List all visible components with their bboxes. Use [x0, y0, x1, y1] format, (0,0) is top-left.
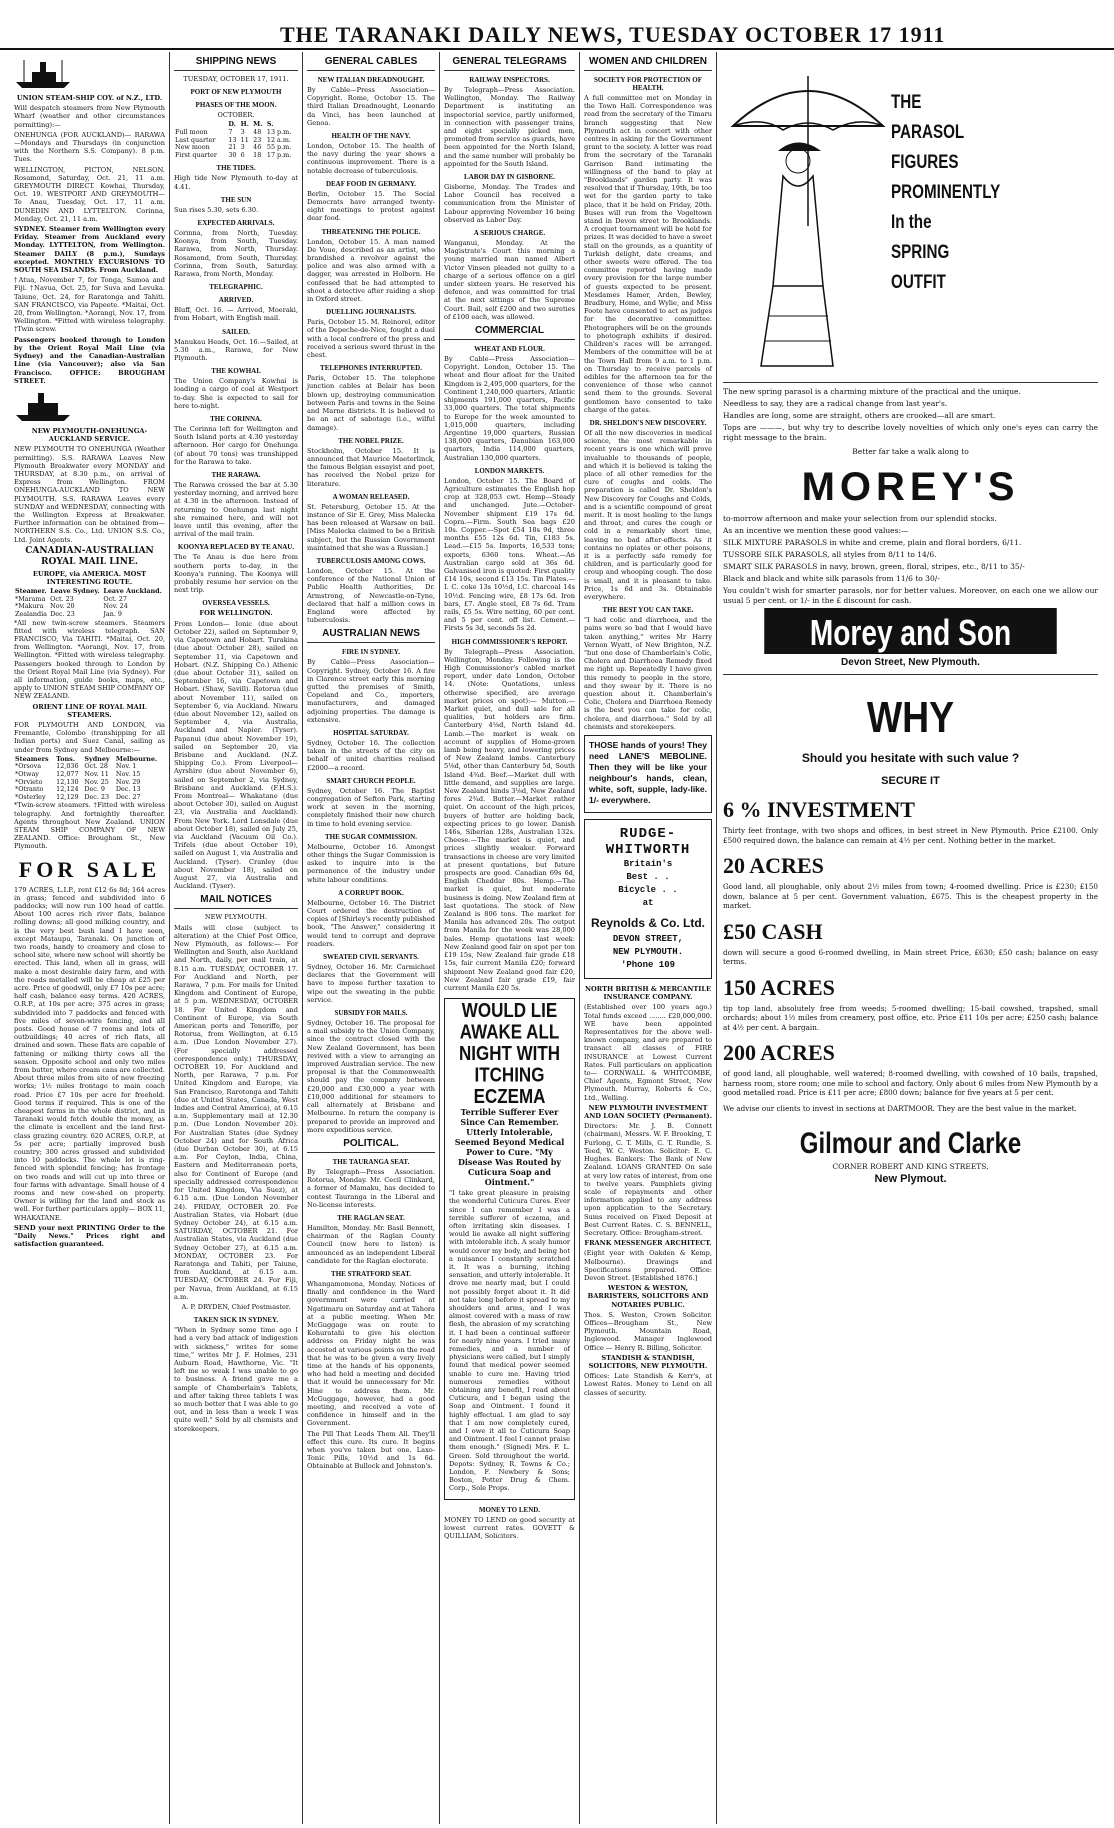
- orient-body: FOR PLYMOUTH AND LONDON, via Fremantle, Colombo (transhipping for all Indian ports) and Suez Canal, sailing as under from Sydney and Melbourne:—: [14, 720, 165, 754]
- parasol-headline: [891, 88, 1000, 298]
- ss-heading: STANDISH & STANDISH, SOLICITORS, NEW PLYMOUTH.: [588, 1353, 708, 1370]
- fire-text: By Cable—Press Association—Copyright. Sydney, October 16. A fire in Clarence street early this morning gutted the premises of Smith, Copeland and Co., importers, manufacturers, and damaged adjoining properties. The damage is extensive.: [307, 658, 435, 724]
- parasol-p4: Tops are ———, but why try to describe lovely novelties of which only one's eyes can carry the right message to the brain.: [723, 423, 1098, 442]
- hc-heading: HIGH COMMISSIONER'S REPORT.: [451, 637, 568, 646]
- sydney-text: SYDNEY. Steamer from Wellington every Friday. Steamer from Auckland every Monday. LYTTELTON, from Wellington. Steamer DAILY (8 p.m.), Sundays excepted. MONTHLY EXCURSIONS TO SOUTH SEA ISLANDS. From Auckland.: [14, 225, 165, 275]
- best-heading: THE BEST YOU CAN TAKE.: [602, 606, 694, 615]
- column-shipping-news: [170, 52, 303, 1824]
- table-cell: *Otway: [15, 769, 39, 778]
- table-row: [174, 152, 298, 160]
- table-cell: 23: [253, 135, 262, 144]
- kowhai-text: The Union Company's Kowhai is loading a cargo of coal at Westport to-day. She is expected to sail for here to-night.: [174, 377, 298, 410]
- dread-text: By Cable—Press Association—Copyright. Rome, October 15. The third Italian Dreadnought, Leonardo da Vinci, has been launched at Genoa.: [307, 86, 435, 127]
- advise-text: We advise our clients to invest in sections at DARTMOOR. They are the best value in the market.: [723, 1103, 1077, 1113]
- table-cell: Last quarter: [175, 135, 216, 144]
- parasol-ad: [723, 52, 1098, 383]
- parasol-p2: Needless to say, they are a radical change from last year's.: [723, 399, 948, 408]
- ss-text: Offices: Late Standish & Kerr's, at Lowest Rates. Money to Lend on all classes of security.: [584, 1372, 712, 1397]
- wheat-text: By Cable—Press Association—Copyright. London, October 15. The wheat and flour afloat for the United Kingdom is 2,495,000 quarters, for the Continent 1,240,000 quarters, Atlantic shipments 191,000 quarters, Pacific 33,000 quarters. The total shipments to Europe for the week amounted to 1,015,000 quarters, including Argentine 19,000 quarters, Russian 138,000 quarters, Danubian 163,000 quarters, India 114,000 quarters, Australian 130,000 quarters.: [444, 355, 575, 462]
- rw-line6: at: [642, 898, 654, 909]
- table-cell: Nov. 29: [115, 777, 141, 786]
- table-cell: Dec. 13: [115, 785, 141, 794]
- canadian-note: *All new twin-screw steamers. Steamers fitted with wireless telegraph. SAN FRANCISCO, Via TAHITI. *Maitai, Oct. 20, from Wellington. *Aorangi, Nov. 17, from Wellington. *Fitted with wireless telegraphy. Passengers booked through to London by the Orient Royal Mail Line (via Sydney). For all information, guide books, maps, etc., apply to UNION STEAM SHIP COMPANY OF NEW ZEALAND.: [14, 618, 165, 701]
- mail-text: Mails will close (subject to alteration) at the Chief Post Office, New Plymouth, as follows:— For Wellington and South, also Auckland and North, daily, per mail train, at 8.15 a.m. TUESDAY, OCTOBER 17. For Auckland and North, per Rarawa, 7 p.m. For mails for United Kingdom and Continent of Europe, at 5 p.m. WEDNESDAY, OCTOBER 18. For United Kingdom and Continent of Europe, via South American ports and Teneriffe, per Rotorua, from Wellington, at 6.15 a.m. (Due London November 27). (For specially addressed correspondence only.) THURSDAY, OCTOBER 19. For Auckland and North, per Rarawa, 7 p.m. For United Kingdom and Europe, via San Francisco, Rarotonga and Tahiti (due at United States, Canada, West Indies and Central America), at 6.15 a.m. Supplementary mail at 12.30 p.m. (Due London November 20). For Australian States (due Sydney October 24) and for South Africa (due Durban October 30), at 6.15 a.m. For Ceylon, India, China, Eastern and Mediterranean ports, also for Continent of Europe (and specially addressed correspondence for United Kingdom, Via Suez), at 6.15 a.m. (Due London November 24). FRIDAY, OCTOBER 20. For Australian States, via Hobart (due Sydney October 24), at 6.15 a.m. SATURDAY, OCTOBER 21. For Australian States, via Auckland (due Sydney October 27), at 6.15 a.m. MONDAY, OCTOBER 23. For Raratonga and Tahiti, per Taiune, from Auckland, at 6.15 a.m. TUESDAY, OCTOBER 24. For Fiji, per Navua, from Auckland, at 6.15 a.m.: [174, 923, 298, 1301]
- table-cell: 11: [240, 135, 249, 144]
- orient-table: [14, 756, 165, 802]
- wheat-heading: WHEAT AND FLOUR.: [474, 345, 545, 354]
- for-sale-body: 179 ACRES, L.I.P., rent £12 6s 8d; 164 acres in grass; fenced and subdivided into 6 paddocks; will now run 100 head of cattle. About 100 acres rich river flats, balance rolling downs; all good milking country, and is the very best bush land I have seen, except Mataupu, Taranaki. On junction of two roads, handy to creamery and close to school site, where new school will shortly be erected. This land, when all in grass, will make a most desirable dairy farm, and with the roads metalled will be cheap at £25 per acre. Price of goodwill, only £7 10s per acre; half cash, balance easy terms. 420 ACRES, O.R.P., at 10s per acre; 375 acres in grass; subdivided into 7 paddocks and fenced with five miles of seven-wire fencing, and all posts. Good house of 7 rooms and lots of outbuildings; 40 acres of rich flats, all drained and sown. These flats are capable of fattening or milking thirty cows all the season. Opposite school and only two miles from butter, where cream cans are collected. About three miles from site of new freezing works; 1½ miles frontage to main coach road. Price £7 10s per acre for freehold. Good terms if required. This is one of the cheapest farms in the whole district, and in Taranaki would fetch double the money, as the climate is excellent and the land first-class grazing country. 620 ACRES, O.R.P., at 5s per acre; partially improved bush country; 300 acres grassed and subdivided into 10 paddocks. The whole lot is ring-fenced with splendid fencing; has frontage on two roads and will cut up into three or four farms with advantage. Small house of 4 rooms and new cow-shed on property. Owner is willing for the land and stock as well. For further particulars apply— BOX 11, WHAKATANE.: [14, 885, 165, 1222]
- parasol-p7: As an incentive we mention these good values:—: [723, 526, 909, 535]
- dr-heading: DR. SHELDON'S NEW DISCOVERY.: [589, 418, 707, 427]
- mail-notices-heading: MAIL NOTICES: [174, 894, 298, 909]
- two-hundred-acres-text: of good land, all ploughable, well watered; 8-roomed dwelling, with cowshed of 10 bails, trapshed, harness room, store room; one mile to school and factory. Only about 6 miles from New Plymouth by a good metalled road. Price is £11 per acre; £800 down; balance for five years at 5 per cent.: [723, 1069, 1098, 1097]
- rw-line3: Britain's: [623, 859, 673, 870]
- table-cell: 7: [228, 128, 233, 136]
- table-cell: *Orsova: [15, 762, 42, 771]
- kowhai-heading: THE KOWHAI.: [211, 367, 261, 376]
- lanes-text: THOSE hands of yours! They need LANE'S MEBOLINE. Then they will be like your neighbour's hands, clean, white, soft, supple, lady-like. 1/- everywhere.: [589, 740, 707, 806]
- parasol-line2: PARASOL: [891, 122, 965, 143]
- table-cell: 12,130: [56, 777, 79, 786]
- table-cell: 12,036: [56, 762, 79, 771]
- port-heading: PORT OF NEW PLYMOUTH: [190, 88, 282, 97]
- general-telegrams-heading: GENERAL TELEGRAMS: [444, 56, 575, 71]
- pill-text: The Pill That Leads Them All. They'll effect this cure. Its cure. It begins when you've taken but one. Laxo-Tonic Pills, 10½d and 1s 6d. Obtainable at Bullock and Johnston's.: [307, 1429, 435, 1471]
- rarawa-heading: THE RARAWA.: [211, 471, 261, 480]
- rw-line2: WHITWORTH: [605, 842, 691, 859]
- fm-heading: FRANK MESSENGER ARCHITECT.: [584, 1239, 712, 1248]
- moon-month: OCTOBER.: [217, 111, 255, 120]
- table-row: [14, 794, 165, 802]
- parasol-line6: SPRING: [891, 242, 950, 263]
- table-cell: M.: [253, 120, 263, 129]
- table-cell: 12 a.m.: [266, 135, 291, 144]
- rudge-whitworth-ad: [584, 819, 712, 979]
- table-cell: 3: [240, 143, 245, 152]
- deaf-text: Berlin, October 15. The Social Democrats have arranged twenty-eight meetings to protest against dear food.: [307, 189, 435, 223]
- parasol-p6: to-morrow afternoon and make your selection from our splendid stocks.: [723, 514, 997, 523]
- table-cell: Sydney: [84, 754, 110, 763]
- london-markets-text: London, October 15. The Board of Agriculture estimates the English hop crop at 328,053 cwt. Hemp—Steady and unchanged. Jute.—October-November shipment £19 17s 6d. Copra.—Firm. South Sea bags £20 10s. Copper.—Spot £54 18s 9d, three months £55 12s 6d. Tin, £183 5s. Lead.—£15 5s. Imports, 16,533 tons; exports, 6360 tons. Wheat.—An Australian cargo sold at 36s 6d. Galvanised iron is quoted: First quality £14 10s, second £13 15s. Tin Plates.—I. C. coke 13s 10½d, I.C. charcoal 14s 10½d. Fencing wire, £8 17s 6d. Iron bars, £7. Angle steel, £8 7s 6d. Tram rails, £5 5s. Wire netting, 60 per cent. and 5 per cent. off list. Cement.—Firsts 5s 3d, seconds 5s 2d.: [444, 476, 575, 633]
- navy-heading: HEALTH OF THE NAVY.: [331, 132, 411, 141]
- table-cell: Melbourne.: [115, 754, 158, 763]
- raglan-text: Hamilton, Monday. Mr. Basil Bennett, chairman of the Raglan County Council (now here to listen) is announced as an independent Liberal candidate for the Raglan electorate.: [307, 1223, 435, 1265]
- dr-text: Of all the new discoveries in medical science, the most remarkable in recent years is one which will prove invaluable to thousands of people, and which it is believed is taking the place of all other remedies for the cure of coughs and colds. The preparation is called Dr. Sheldon's New Discovery for Coughs and Colds, and is a scientific compound of great merit. It is most healing to the lungs and throat, and cures the cough or cold in a remarkably short time, leaving no bad after-effects. As it contains no opiates or other poisons, it is a perfectly safe remedy for children, and is particularly good for croup and whooping cough. The dose is small, and it is pleasant to take. Price, 1s 6d and 3s. Obtainable everywhere.: [584, 428, 712, 601]
- orient-note: *Twin-screw steamers. †Fitted with wireless telegraphy. And fortnightly thereafter. Agents throughout New Zealand. UNION STEAM SHIP COMPANY OF NEW ZEALAND. Office: Brougham St., New Plymouth.: [14, 801, 165, 851]
- column-women-children: [580, 52, 717, 1824]
- rw-line8: DEVON STREET,: [612, 934, 684, 945]
- subsidy-heading: SUBSIDY FOR MAILS.: [334, 1009, 408, 1018]
- table-cell: 12,124: [56, 785, 79, 794]
- rail-heading: RAILWAY INSPECTORS.: [469, 76, 550, 84]
- money-heading: MONEY TO LEND.: [478, 1505, 541, 1514]
- columns: [10, 52, 1104, 1824]
- masthead: [0, 18, 1114, 50]
- table-cell: Dec. 9: [84, 785, 105, 794]
- hundred-fifty-acres-text: tip top land, absolutely free from weeds; 5-roomed dwelling; 15-bail cowshed, trapshed, small orchards; about 1½ miles from creamery, post office, etc. Price £11 10s per acre; £250 cash; balance at 4½ per cent. A bargain.: [723, 1003, 1098, 1032]
- political-heading: POLITICAL.: [307, 1138, 435, 1153]
- expected-text: Corinna, from North, Tuesday. Koonya, from South, Tuesday. Rarawa, from North, Thursday. Rosamond, from South, Thursday. Corinna, from South, Saturday. Rarawa, from North, Monday.: [174, 228, 298, 278]
- canadian-heading: CANADIAN-AUSTRALIAN ROYAL MAIL LINE.: [25, 545, 154, 567]
- printing-footer: SEND your next PRINTING Order to the "Daily News." Prices right and satisfaction guaranteed.: [14, 1223, 165, 1249]
- koonya-text: The Te Anau is due here from southern ports to-day, in the Koonya's running. The Koonya will probably resume her service on the next trip.: [174, 553, 298, 595]
- gilmour-clarke-city: New Plymout.: [874, 1173, 947, 1186]
- investment-text: Thirty feet frontage, with two shops and offices, in best street in New Plymouth. Price £2100. Only £500 required down, the balance can remain at 4½ per cent. Nothing better in the market.: [723, 826, 1098, 845]
- moon-table: [174, 121, 298, 159]
- wellington-text: WELLINGTON, PICTON, NELSON. Rosamond, Saturday, Oct. 21, 11 a.m. GREYMOUTH DIRECT. Kowhai, Thursday, Oct. 19. WESTPORT AND GREYMOUTH— Te Anau, Tuesday, Oct. 17, 11 a.m. DUNEDIN AND LYTTELTON. Corinna, Monday, Oct. 21, 11 a.m.: [14, 165, 165, 223]
- police-text: London, October 15. A man named De Voue, described as an artist, who brandished a revolver against the police and was also armed with a dagger, was arrested in Holborn. He confessed that he had attempted to shoot a detective after raiding a shop in Oxford street.: [307, 237, 435, 304]
- parasol-lady-illustration: [723, 56, 893, 376]
- sick-heading: TAKEN SICK IN SYDNEY.: [193, 1316, 279, 1325]
- table-cell: First quarter: [175, 150, 217, 159]
- woman-heading: A WOMAN RELEASED.: [332, 492, 410, 501]
- cuticura-sub: Terrible Sufferer Ever Since Can Remember. Utterly Intolerable, Seemed Beyond Medical Power to Cure. "My Disease Was Routed by Cuticura Soap and Ointment.": [454, 1107, 565, 1188]
- table-cell: Dec. 23: [50, 609, 75, 618]
- table-cell: H.: [240, 120, 249, 129]
- table-cell: Jan. 9: [103, 609, 122, 618]
- canadian-body: EUROPE, via AMERICA. MOST INTERESTING ROUTE.: [32, 569, 147, 586]
- table-cell: *Otranto: [15, 785, 44, 794]
- australian-news-heading: AUSTRALIAN NEWS: [307, 628, 435, 643]
- fire-heading: FIRE IN SYDNEY.: [342, 648, 400, 657]
- nobel-text: Stockholm, October 15. It is announced that Maurice Maeterlinck, the famous Belgian essayist and poet, has received the Nobel prize for literature.: [307, 446, 435, 488]
- parasol-p9: TUSSORE SILK PARASOLS, all styles from 8/11 to 14/6.: [723, 550, 937, 559]
- table-cell: New moon: [175, 143, 210, 152]
- table-cell: Tons.: [56, 754, 75, 763]
- women-children-heading: WOMEN AND CHILDREN: [584, 56, 712, 71]
- secure-it: SECURE IT: [881, 775, 940, 787]
- duel-heading: DUELLING JOURNALISTS.: [326, 308, 416, 317]
- onehunga-text: ONEHUNGA (FOR AUCKLAND)— RARAWA—Mondays and Thursdays (in conjunction with the Northern S.S. Company). 8 p.m. Tues.: [14, 130, 165, 164]
- table-cell: Dec. 27: [115, 792, 141, 801]
- parasol-line4: PROMINENTLY: [891, 182, 1001, 203]
- parasol-p5: Better far take a walk along to: [852, 447, 969, 456]
- corinna-heading: THE CORINNA.: [210, 415, 262, 424]
- commercial-heading: COMMERCIAL: [444, 325, 575, 340]
- ww-text: Thos. S. Weston, Crown Solicitor. Offices—Brougham St., New Plymouth. Mountain Road, Inglewood. Manager Inglewood Office — Henry R. Billing, Solicitor.: [584, 1310, 712, 1352]
- mail-place: NEW PLYMOUTH.: [204, 913, 268, 922]
- table-cell: Nov. 24: [103, 602, 128, 611]
- moreys-logo: MOREY'S: [801, 465, 1020, 509]
- shipping-date: TUESDAY, OCTOBER 17, 1911.: [183, 75, 289, 83]
- morey-son-banner: Morey and Son: [764, 608, 1057, 654]
- duel-text: Paris, October 15. M. Reinorel, editor of the Depeche-de-Nice, fought a duel with a local confrere of the press and received a serious sword thrust in the chest.: [307, 318, 435, 360]
- npi-text: Directors: Mr. J. B. Connett (chairman), Messrs. W. F. Brooking, T. Furlong, C. T. Mills, C. T. Rundle, S. Teed, W. C. Weston. Solicitor: E. C. Hughes. Bankers: The Bank of New Zealand. LOANS GRANTED On sale at very low rates of interest, from one to twelve years. Pamphlets giving scale of repayments and other information applied to any address upon application to the Secretary. Sums received on Fixed Deposit at Best Current Rates. C. S. BENNELL, Secretary. Office: Brougham-street.: [584, 1122, 712, 1237]
- table-cell: *Makura: [15, 602, 44, 611]
- canadian-table: [14, 588, 165, 618]
- rw-line5: Bicycle . .: [618, 885, 678, 896]
- phone-text: Paris, October 15. The telephone junction cables at Belair has been blown up, destroying communication between Paris and towns in the Seine and Marne districts. It is believed to be an act of sabotage (i.e., wilful damage).: [307, 374, 435, 432]
- overseas-heading: OVERSEA VESSELS.: [202, 599, 270, 608]
- morey-son-address: Devon Street, New Plymouth.: [723, 657, 1098, 675]
- column-shipping-ads: [10, 52, 170, 1824]
- table-cell: 21: [228, 143, 237, 152]
- corrupt-text: Melbourne, October 16. The District Court ordered the destruction of copies of [Shirley's recently published book, "The Answer," considering it would tend to corrupt and deprave readers.: [307, 898, 435, 948]
- fm-text: (Eight year with Oakden & Kemp, Melbourne). Drawings and Specifications prepared. Office: Devon Street. [Established 1876.]: [584, 1249, 712, 1282]
- soc-text: A full committee met on Monday in the Town Hall. Correspondence was read from the secretary of the Timaru branch suggesting that New Plymouth act in concert with other centres in asking for the Government grant to the society. A letter was read from the secretary of the Taranaki Garrison Band intimating the willingness of the band to play at "Brooklands" garden party. It was resolved that if Thursday, 19th, be too wet for the garden party to take place, that it be held on Friday, 20th. Buses will run from the Vogeltown stand in Devon street to Brooklands. A croquet tournament will be held for prizes. It was decided to have a sweet stall on the grounds, as a quantity of Turkish delight, date creams, and other sweets were offered. The tea committee reported having made every provision for the large number of guests expected to be present. Mesdames Hamer, Arden, Bewley, Bradbury, Home, and Wylie, and Miss Foote have consented to act as judges for the decorative committee. Photographers will be on the grounds to photograph exhibits if desired. Children's races will be arranged. Members of the committee will be at the Town Hall from 9 a.m. to 1 p.m. on Thursday to receive parcels of edibles for the afternoon tea for the convenience of those who cannot send them to the grounds. Several gentlemen have consented to take charge of the gates.: [584, 94, 712, 414]
- table-cell: 55 p.m.: [266, 143, 292, 152]
- tau-heading: THE TAURANGA SEAT.: [332, 1157, 410, 1166]
- parasol-p11: Black and black and white silk parasols from 11/6 to 30/-: [723, 574, 940, 583]
- telegraphic-heading: TELEGRAPHIC.: [209, 283, 263, 292]
- sailed-text: Manukau Heads, Oct. 16.—Sailed, at 5.30 a.m., Rarawa, for New Plymouth.: [174, 337, 298, 363]
- best-text: "I had colic and diarrhoea, and the pains were so bad that I would have taken anything," writes Mr Harry Vernon Wyatt, of New Brighton, N.Z. "but one dose of Chamberlain's Colic, Cholera and Diarrhoea Remedy fixed me right up. Repeatedly I have given this remedy to people in the store, and they swear by it. There is no question about it. Chamberlain's Colic, Cholera and Diarrhoea Remedy is the best you can take for colic, cholera, and diarrhoea." Sold by all chemists and storekeepers.: [584, 616, 712, 731]
- cuticura-ad: [444, 998, 575, 1500]
- parasol-p10: SMART SILK PARASOLS in navy, brown, green, floral, stripes, etc., 8/11 to 35/-: [723, 562, 1025, 571]
- table-cell: 13 p.m.: [266, 128, 292, 136]
- charge-heading: A SERIOUS CHARGE.: [473, 229, 546, 238]
- hundred-fifty-acres-heading: 150 ACRES: [723, 974, 835, 1000]
- overseas-text: From London— Ionic (due about October 22), sailed on September 9, via Capetown and Hobart. Turakina (due about October 28), sailed on September 11, via Capetown and Hobart. (N.Z. Shipping Co.) Athenic (due about October 31), sailed on September 16, via Capetown and Hobart. (Shaw, Savill). Rotorua (due about November 11), sailed on September 6, via Auckland. Niwaru (due about November 12), sailed on September 4, via Australia, Auckland and Napier. (Tyser). Papanui (due about November 19), sailed on September 20, via Brisbane and Auckland. (N.Z. Shipping Co.). From Liverpool— Ayrshire (due about November 6), sailed on September 2, via Sydney, Brisbane and Auckland. (F.H.S.). From Montreal— Whakatane (due about October 30), sailed on August 23, via Australia and Auckland). From New York. Lord Lonsdale (due about October 18), sailed on July 25, via Auckland (Vacuum Oil Co.). Trifels (due about October 19), sailed on August 1, via Australia and Auckland. (Tyser). Cranley (due about November 18), sailed on August 27, via Australia and Auckland. (Tyser).: [174, 619, 298, 891]
- lanes-ad: [584, 735, 712, 813]
- passengers-text: Passengers booked through to London by the Orient Royal Mail Line (via Sydney) and the Canadian-Australian Line (via Vancouver); also via San Francisco. OFFICE: BROUGHAM STREET.: [14, 335, 165, 385]
- parasol-line7: OUTFIT: [891, 272, 946, 293]
- table-cell: 13: [228, 135, 237, 144]
- soc-heading: SOCIETY FOR PROTECTION OF HEALTH.: [593, 76, 703, 92]
- shipping-news-heading: SHIPPING NEWS: [174, 56, 298, 71]
- strat-text: Whangamomona, Monday. Notices of finally and confidence in the Ward government were carried at Ngatimaru on Saturday and at Tahora at a public meeting. When Mr. McGuggage was on route to Kohuratahi to give his election address on Friday night he was accosted at various points on the road that he was to be given a very lively time at the hands of his opponents, who had held a meeting and decided that it would be unnecessary for Mr. Hine to address them. Mr. McGuggage, however, had a good meeting, and received a vote of confidence in himself and in the Government.: [307, 1279, 435, 1428]
- why-sub: Should you hesitate with such value ?: [801, 751, 1020, 765]
- parasol-p12: You couldn't wish for smarter parasols, nor for better values. Moreover, on each one we allow our usual 5 per cent. or 1/- in the £ discount for cash.: [723, 586, 1098, 605]
- parasol-line3: FIGURES: [891, 152, 959, 173]
- np-body: NEW PLYMOUTH TO ONEHUNGA (Weather permitting). S.S. RARAWA Leaves New Plymouth Breakwater every MONDAY and THURSDAY, at 8.30 p.m., on arrival of Express from Wellington. FROM ONEHUNGA-AUCKLAND TO NEW PLYMOUTH. S.S. RARAWA Leaves every SUNDAY and WEDNESDAY, connecting with the Wellington Express at Breakwater. Further information can be obtained from— NORTHERN S.S. Co., Ltd. UNION S.S. Co., Ltd. Joint Agents.: [14, 445, 165, 544]
- column-advertisements: [717, 52, 1104, 1824]
- navy-text: London, October 15. The health of the navy during the year shows a continuous improvement. There is a notable decrease of tuberculosis.: [307, 142, 435, 175]
- gilmour-clarke-heading: Gilmour and Clarke: [799, 1127, 1022, 1160]
- table-cell: *Osterley: [15, 792, 46, 801]
- table-cell: Oct. 28: [84, 762, 108, 771]
- tides-text: High tide New Plymouth to-day at 4.41.: [174, 174, 298, 191]
- tb-heading: TUBERCULOSIS AMONG COWS.: [316, 556, 426, 565]
- police-heading: THREATENING THE POLICE.: [321, 227, 421, 236]
- labor-text: Gisborne, Monday. The Trades and Labor Council has received a communication from the Minister of Labour approving November 16 being observed as Labor Day.: [444, 183, 575, 224]
- money-text: MONEY TO LEND on good security at lowest current rates. GOVETT & QUILLIAM, Solicitors.: [444, 1515, 575, 1541]
- rarawa-text: The Rarawa crossed the bar at 5.30 yesterday morning, and arrived here at 4.30 in the afternoon. Instead of returning to Onehunga last night she remained here, and will not leave until this evening, after the arrival of the mail train.: [174, 481, 298, 539]
- koonya-heading: KOONYA REPLACED BY TE ANAU.: [177, 543, 295, 552]
- smart-heading: SMART CHURCH PEOPLE.: [326, 776, 416, 785]
- arrived-text: Bluff, Oct. 16. — Arrived, Moeraki, from Hobart, with English mail.: [174, 306, 298, 323]
- overseas-sub: FOR WELLINGTON.: [199, 609, 273, 618]
- rw-line10: 'Phone 109: [620, 960, 675, 971]
- hosp-heading: HOSPITAL SATURDAY.: [333, 728, 409, 737]
- islands-text: †Atua, November 7, for Tonga, Samoa and Fiji. †Navua, Oct. 25, for Suva and Levuka. Taiune, Oct. 24, for Raratonga and Tahiti. SAN FRANCISCO, via Papeete. *Maitai, Oct. 20, from Wellington. *Aorangi, Nov. 17, from Wellington. *Fitted with wireless telegraphy. †Twin screw.: [14, 276, 165, 334]
- sweat-text: Sydney, October 16. Mr. Carmichael declares that the Government will have to impose further taxation to wipe out the sweating in the public service.: [307, 963, 435, 1004]
- arrived-heading: ARRIVED.: [218, 296, 254, 305]
- table-cell: 46: [253, 143, 262, 152]
- table-row: [14, 611, 165, 619]
- parasol-line5: In the: [891, 212, 932, 233]
- ww-heading: WESTON & WESTON, BARRISTERS, SOLICITORS AND NOTARIES PUBLIC.: [587, 1284, 709, 1309]
- parasol-p1: The new spring parasol is a charming mixture of the practical and the unique.: [723, 387, 1021, 396]
- parasol-line1: THE: [891, 92, 922, 113]
- corinna-text: The Corinna left for Wellington and South Island ports at 4.30 yesterday afternoon. Her cargo for Onehunga (of about 70 tons) was transhipped for the Rarawa to take.: [174, 425, 298, 466]
- sugar-text: Melbourne, October 16. Amongst other things the Sugar Commission is asked to inquire into is the permanence of the industry under white labour conditions.: [307, 842, 435, 884]
- nbm-heading: NORTH BRITISH & MERCANTILE INSURANCE COMPANY.: [584, 985, 712, 1002]
- london-markets-heading: LONDON MARKETS.: [474, 466, 545, 475]
- tides-heading: THE TIDES.: [216, 164, 256, 173]
- sun-text: Sun rises 5.30, sets 6.30.: [174, 205, 259, 214]
- raglan-heading: THE RAGLAN SEAT.: [337, 1213, 405, 1222]
- table-cell: Leave Auckland.: [103, 587, 162, 596]
- smart-text: Sydney, October 16. The Baptist congregation of Sefton Park, starting work at seven in the morning, completely finished their new church in time to hold evening service.: [307, 786, 435, 828]
- mail-sign: A. P. DRYDEN, Chief Postmaster.: [181, 1302, 291, 1311]
- table-cell: Zealandia: [15, 609, 47, 618]
- table-cell: 12,077: [56, 769, 79, 778]
- table-cell: 17 p.m.: [266, 150, 292, 159]
- labor-heading: LABOR DAY IN GISBORNE.: [464, 173, 555, 182]
- parasol-p3: Handles are long, some are straight, others are crooked—all are smart.: [723, 411, 996, 420]
- fifty-cash-text: down will secure a good 6-roomed dwelling, in Main street Price, £630; £50 cash; balance on easy terms.: [723, 947, 1098, 966]
- sun-heading: THE SUN: [220, 195, 252, 204]
- table-cell: Nov. 11: [84, 769, 109, 778]
- table-cell: Oct. 23: [50, 594, 74, 603]
- column-general-telegrams: [440, 52, 580, 1824]
- cuticura-body: "I take great pleasure in praising the wonderful Cuticura Cures. Ever since I can remember I was a terrible sufferer of eczema, and often irritating skin diseases. I would lie awake all night suffering with intolerable itch. A scaly humor would cover my body, and being hot a nuisance I constantly scratched it. It was a burning, itching sensation, and utterly intolerable. It drove me nearly mad, but I could not possibly forget about it. It did not take long before it spread to my shoulders and arms, and I was almost covered with a mass of raw flesh, the abrasion of my scratching it. I had been a continual sufferer for nearly nine years. I tried many remedies, and a number of physicians were called, but I simply found that medical power seemed unable to cure me. Having tried numerous remedies without obtaining any benefit, I read about Cuticura, and I began using the Soap and Ointment. I found it highly effectual. I am glad to say that I am now completely cured, and I owe it all to Cuticura Soap and Ointment. I feel I cannot praise them enough." (Signed) Mrs. F. L. Green. Sold throughout the world. Depots: Sydney, R. Towns & Co.; London, F. Newbery & Sons; Boston, Potter Drug & Chem. Corp., Sole Props.: [449, 1189, 570, 1493]
- phone-heading: TELEPHONES INTERRUPTED.: [320, 364, 422, 373]
- table-cell: S.: [266, 120, 274, 129]
- twenty-acres-text: Good land, all ploughable, only about 2½ miles from town; 4-roomed dwelling. Price is £230; £150 down, balance at 5 per cent. Government valuation, £675. This is the cheapest property in the market.: [723, 882, 1098, 910]
- subsidy-text: Sydney, October 16. The proposal for a mail subsidy to the Union Company, since the contract closed with the New Zealand Government, has been revived with a view to arranging an improved Australian service. The new proposal is that the Commonwealth should pay the company between £20,000 and £30,000 a year with £10,000 additional for steamers to call alternately at Brisbane and Melbourne. In return the company is prepared to provide an improved and more expeditious service.: [307, 1019, 435, 1134]
- investment-heading: 6 % INVESTMENT: [723, 797, 915, 822]
- rw-line1: RUDGE-: [619, 826, 677, 843]
- gilmour-clarke-address: CORNER ROBERT AND KING STREETS,: [832, 1162, 989, 1171]
- moon-heading: PHASES OF THE MOON.: [195, 101, 277, 110]
- ship-illustration: [14, 56, 165, 90]
- rw-line9: NEW PLYMOUTH.: [612, 947, 684, 958]
- expected-heading: EXPECTED ARRIVALS.: [197, 218, 275, 227]
- twenty-acres-heading: 20 ACRES: [723, 853, 824, 878]
- table-cell: Full moon: [175, 128, 208, 136]
- ship-illustration-2: [14, 389, 165, 423]
- table-cell: 30: [228, 150, 237, 159]
- hosp-text: Sydney, October 16. The collection taken in the streets of the city on behalf of united charities realised £2000—a record.: [307, 738, 435, 772]
- table-cell: *Marama: [15, 594, 46, 603]
- table-cell: Nov. 20: [50, 602, 75, 611]
- dread-heading: NEW ITALIAN DREADNOUGHT.: [317, 76, 425, 84]
- sailed-heading: SAILED.: [222, 327, 250, 336]
- npi-heading: NEW PLYMOUTH INVESTMENT AND LOAN SOCIETY (Permanent).: [584, 1103, 712, 1121]
- table-cell: 3: [240, 128, 245, 136]
- table-cell: *Orvieto: [15, 777, 43, 786]
- np-heading: NEW PLYMOUTH-ONEHUNGA-AUCKLAND SERVICE.: [31, 426, 148, 444]
- why-headline: WHY: [866, 693, 955, 742]
- deaf-heading: DEAF FOOD IN GERMANY.: [325, 179, 417, 188]
- tau-text: By Telegraph—Press Association. Rotorua, Monday. Mr. Cecil Clinkard, a former of Mamaku, has decided to contest Tauranga in the Liberal and No-license interests.: [307, 1167, 435, 1209]
- masthead-title: THE TARANAKI DAILY NEWS, TUESDAY OCTOBER 17 1911: [280, 22, 946, 47]
- sweat-heading: SWEATED CIVIL SERVANTS.: [323, 953, 419, 962]
- strat-heading: THE STRATFORD SEAT.: [331, 1269, 411, 1278]
- table-cell: 12,129: [56, 792, 79, 801]
- rw-line4: Best . .: [626, 872, 670, 883]
- table-cell: Nov. 25: [84, 777, 109, 786]
- tb-text: London, October 15. At the conference of the National Union of Public Health Authorities, Dr. Armstrong, of Newcastle-on-Tyne, declared that half a million cows in England were affected by tuberculosis.: [307, 566, 435, 625]
- table-cell: Nov. 15: [115, 769, 141, 778]
- table-cell: Steamer.: [15, 587, 47, 596]
- rail-text: By Telegraph—Press Association. Wellington, Monday. The Railway Department is instituting an inspectorial service, partly uniformed, in connection with passenger trains, and eight specially picked men, promoted from service as guards, have been appointed for the North Island, and the same number will probably be appointed for the South Island.: [444, 86, 575, 168]
- hc-text: By Telegraph—Press Association. Wellington, Monday. Following is the High Commissioner's cabled market report, under date London, October 14. (Note: Quotations, unless otherwise specified, are average market prices on spot):— Mutton.—Market quiet, and dull sale for all qualities, but holders are firm. Canterbury 4⅛d, North Island 4d. Lamb.—The market is weak on account of supplies of Home-grown lamb being heavy, and lowering prices of New Zealand lambs. Canterbury 5⅛d, other than Canterbury 5d, South Island 4¾d. Beef.—Market dull with little demand, and supplies are large. New Zealand hinds 3⅛d, New Zealand fores 2¾d. Butter.—Market rather quiet. On account of the high prices, buyers of butter are holding back, expecting prices to go lower. Danish 146s, Siberian 128s, Australian 132s. Cheese.—The market is quiet, and prices slightly weaker. Forward transactions in cheese are very limited at present quotations, but future prospects are good. Canadian 69s 6d, English Cheddar 80s. Hemp.—The market is quiet, but moderate business is doing. New Zealand firm at last quotations. The stock of New Zealand is 806 tons. The market for Manila has advanced 20s. The output from Manila for the week was 28,000 bales. Hemp quotations last week: New Zealand good fair on spot per ton £19 15s, New Zealand fair grade £18 15s, fair current Manila £20; forward shipment New Zealand good fair £20, New Zealand fair grade £19, fair current Manila £20 5s.: [444, 647, 575, 992]
- for-sale-heading: FOR SALE: [18, 856, 161, 882]
- general-cables-heading: GENERAL CABLES: [307, 56, 435, 71]
- fifty-cash-heading: £50 CASH: [723, 918, 823, 944]
- table-cell: 6: [240, 150, 245, 159]
- nobel-heading: THE NOBEL PRIZE.: [338, 436, 404, 445]
- table-cell: D.: [228, 120, 236, 129]
- nbm-text: (Established over 100 years ago.) Total funds exceed ........ £20,000,000. WE have been appointed Representatives for the above well-known company, and are prepared to transact all classes of FIRE INSURANCE at Lowest Current Rates. Full particulars on application to— CORNWALL & WHITCOMBE, Chief Agents, Egmont Street, New Plymouth. Murray, Roberts & Co., Ltd., Welling.: [584, 1003, 712, 1102]
- parasol-p8: SILK MIXTURE PARASOLS in white and creme, plain and floral borders, 6/11.: [723, 538, 1022, 547]
- two-hundred-acres-heading: 200 ACRES: [723, 1040, 835, 1065]
- table-cell: Nov. 1: [115, 762, 137, 771]
- corrupt-heading: A CORRUPT BOOK.: [338, 888, 404, 897]
- table-cell: 48: [253, 128, 262, 136]
- table-cell: Oct. 27: [103, 594, 127, 603]
- sugar-heading: THE SUGAR COMMISSION.: [325, 832, 417, 841]
- charge-text: Wanganui, Monday. At the Magistrate's Court this morning a young married man named Albert Victor Vinsen pleaded not guilty to a charge of a serious offence on a girl under sixteen years. He reserved his defence, and was committed for trial at the next sittings of the Supreme Court. Bail, self £200 and two sureties of £100 each, was allowed.: [444, 239, 575, 321]
- union-heading: UNION STEAM-SHIP COY. of N.Z., LTD.: [16, 94, 163, 102]
- orient-heading: ORIENT LINE OF ROYAL MAIL STEAMERS.: [32, 702, 147, 719]
- rw-line7: Reynolds & Co. Ltd.: [591, 916, 705, 931]
- table-cell: Steamers: [15, 754, 49, 763]
- table-cell: 18: [253, 150, 262, 159]
- woman-text: St. Petersburg, October 15. At the instance of Sir E. Grey, Miss Malecka has been released at Warsaw on bail. [Miss Malecka claimed to be a British subject, but the Russian Government maintained that she was a Russian.]: [307, 502, 435, 552]
- sick-text: "When in Sydney some time ago I had a very bad attack of indigestion with sickness," writes for some time," writes Mr J. F. Holmes, 231 Auburn Road, Hawthorne, Vic. "It left me so weak I was unable to go to business. A friend gave me a sample of Chamberlain's Tablets, and after taking three tablets I was so much better that I was able to go out, and in less than a week I was quite well." Sold by all chemists and storekeepers.: [174, 1326, 298, 1433]
- column-general-cables: [303, 52, 440, 1824]
- table-cell: Leave Sydney.: [50, 587, 100, 596]
- cuticura-headline: WOULD LIE AWAKE ALL NIGHT WITH ITCHING ECZEMA: [458, 998, 561, 1109]
- table-cell: Dec. 23: [84, 792, 110, 801]
- union-body: Will despatch steamers from New Plymouth Wharf (weather and other circumstances permitting):—: [14, 104, 165, 129]
